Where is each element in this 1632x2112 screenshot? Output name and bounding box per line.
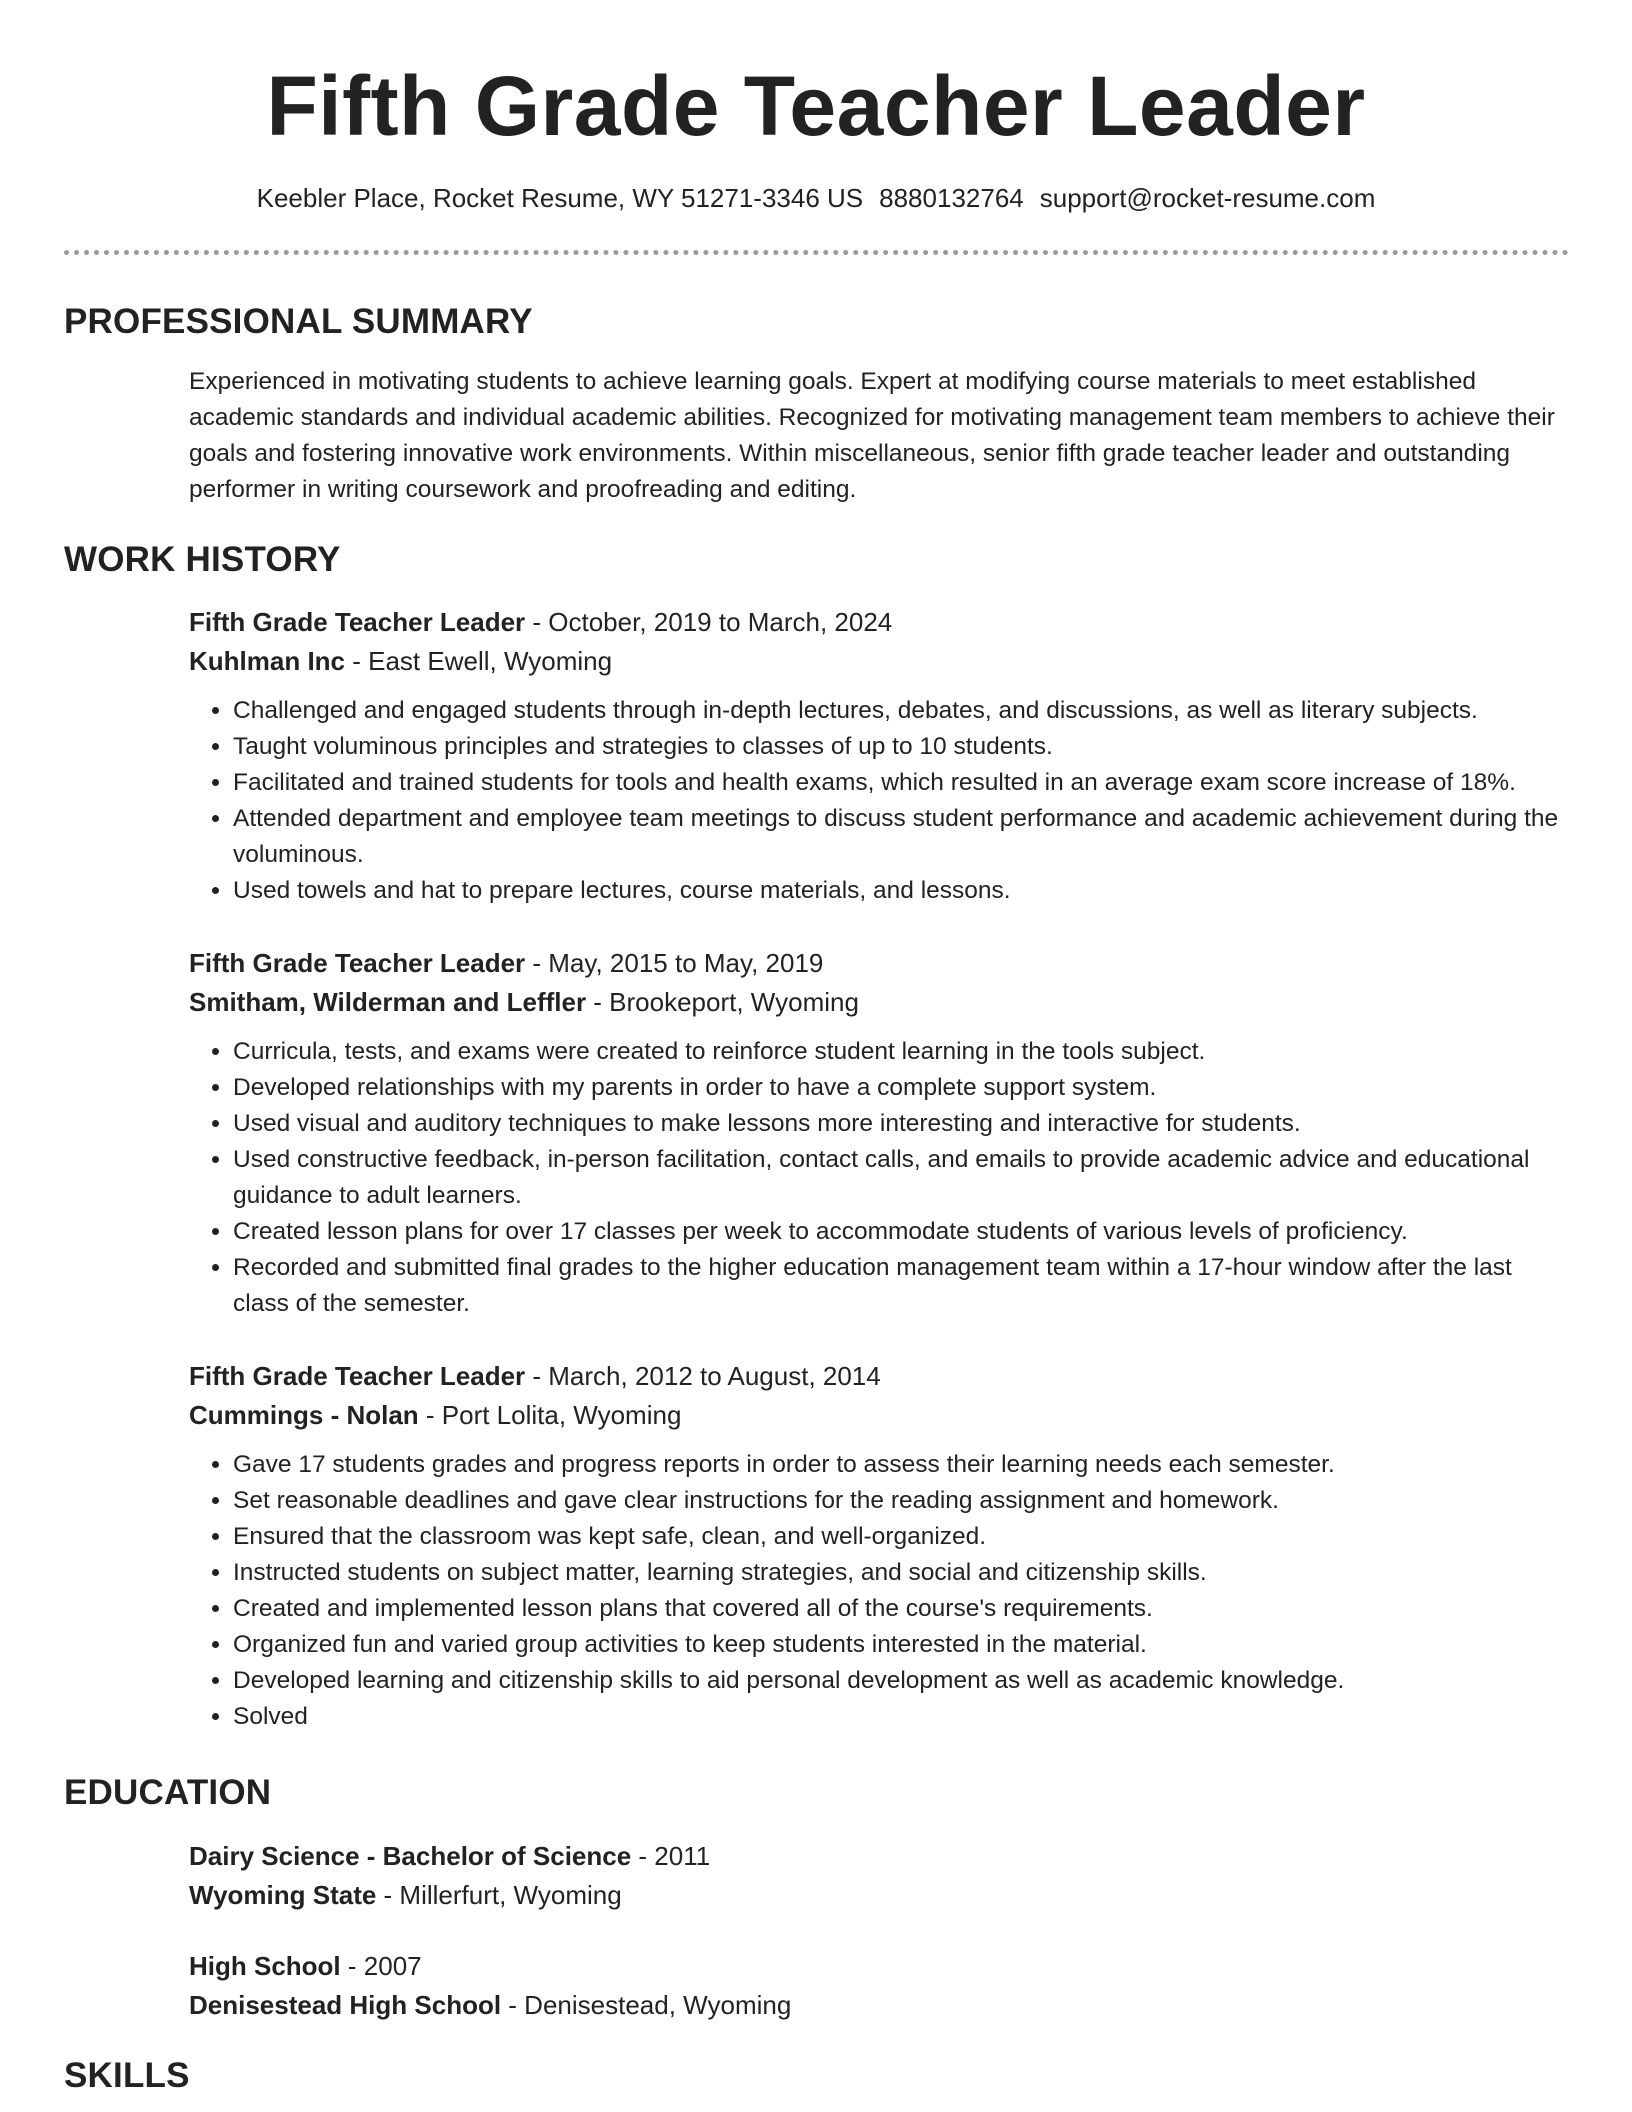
school-location: - Denisestead, Wyoming [501, 1990, 792, 2020]
list-item: • Curricula, tests, and exams were created to reinforce student learning in the tools subject. [233, 1034, 1569, 1070]
list-item: • Created lesson plans for over 17 classes per week to accommodate students of various levels of proficiency. [233, 1214, 1569, 1250]
job-title: Fifth Grade Teacher Leader [189, 1361, 526, 1391]
list-item: • Facilitated and trained students for tools and health exams, which resulted in an average exam score increase of 18%. [233, 765, 1569, 801]
list-item: • Used constructive feedback, in-person facilitation, contact calls, and emails to provide academic advice and educational guidance to adult learners. [233, 1142, 1569, 1214]
section-title-work: WORK HISTORY [64, 540, 341, 579]
contact-address: Keebler Place, Rocket Resume, WY 51271-3346 US [256, 183, 864, 213]
job-title-line [189, 1357, 1569, 1396]
list-item: • Solved [233, 1699, 1569, 1735]
work-entry [189, 603, 1569, 909]
list-item: • Recorded and submitted final grades to the higher education management team within a 17-hour window after the last class of the semester. [233, 1250, 1569, 1322]
list-item: • Used towels and hat to prepare lectures, course materials, and lessons. [233, 873, 1569, 909]
school-line [189, 1986, 1569, 2025]
job-title-line [189, 603, 1569, 642]
school: Denisestead High School [189, 1990, 502, 2020]
list-item: • Created and implemented lesson plans that covered all of the course's requirements. [233, 1591, 1569, 1627]
job-duties-list [189, 1447, 1569, 1735]
job-title-line [189, 944, 1569, 983]
job-company-line [189, 642, 1569, 681]
contact-email[interactable]: support@rocket-resume.com [1039, 183, 1376, 213]
work-entry [189, 944, 1569, 1322]
list-item: • Used visual and auditory techniques to make lessons more interesting and interactive for students. [233, 1106, 1569, 1142]
list-item: • Challenged and engaged students through in-depth lectures, debates, and discussions, as well as literary subjects. [233, 693, 1569, 729]
education-entry [189, 1947, 1569, 2025]
summary-text: Experienced in motivating students to achieve learning goals. Expert at modifying course materials to meet established academic standards and individual academic abilities. Recognized for motivating management team members to achieve their goals and fostering innovative work environments. Within miscellaneous, senior fifth grade teacher leader and outstanding performer in writing coursework and proofreading and editing. [189, 368, 1555, 503]
section-title-skills: SKILLS [64, 2056, 190, 2095]
list-item: • Ensured that the classroom was kept safe, clean, and well-organized. [233, 1519, 1569, 1555]
job-title: Fifth Grade Teacher Leader [189, 607, 526, 637]
job-company: Kuhlman Inc [189, 646, 346, 676]
job-location: - Port Lolita, Wyoming [418, 1400, 682, 1430]
education-entry [189, 1837, 1569, 1915]
job-dates: - May, 2015 to May, 2019 [525, 948, 824, 978]
job-title: Fifth Grade Teacher Leader [189, 948, 526, 978]
job-duties-list [189, 693, 1569, 909]
job-company: Cummings - Nolan [189, 1400, 419, 1430]
resume-name: Fifth Grade Teacher Leader [266, 59, 1366, 153]
school-line [189, 1876, 1569, 1915]
degree-year: - 2007 [340, 1951, 422, 1981]
header-divider [64, 250, 1569, 255]
job-location: - East Ewell, Wyoming [345, 646, 613, 676]
list-item: • Developed relationships with my parents in order to have a complete support system. [233, 1070, 1569, 1106]
degree-line [189, 1947, 1569, 1986]
contact-phone: 8880132764 [879, 183, 1024, 213]
job-location: - Brookeport, Wyoming [586, 987, 859, 1017]
degree: Dairy Science - Bachelor of Science [189, 1841, 632, 1871]
list-item: • Organized fun and varied group activities to keep students interested in the material. [233, 1627, 1569, 1663]
job-duties-list [189, 1034, 1569, 1322]
school-location: - Millerfurt, Wyoming [376, 1880, 622, 1910]
list-item: • Instructed students on subject matter, learning strategies, and social and citizenship skills. [233, 1555, 1569, 1591]
list-item: • Gave 17 students grades and progress reports in order to assess their learning needs each semester. [233, 1447, 1569, 1483]
job-company-line [189, 1396, 1569, 1435]
section-title-summary: PROFESSIONAL SUMMARY [64, 302, 533, 341]
job-company-line [189, 983, 1569, 1022]
list-item: • Attended department and employee team meetings to discuss student performance and academic achievement during the voluminous. [233, 801, 1569, 873]
job-dates: - March, 2012 to August, 2014 [525, 1361, 881, 1391]
school: Wyoming State [189, 1880, 377, 1910]
section-title-education: EDUCATION [64, 1773, 272, 1812]
degree-year: - 2011 [631, 1841, 711, 1871]
list-item: • Taught voluminous principles and strategies to classes of up to 10 students. [233, 729, 1569, 765]
contact-info [0, 180, 1632, 216]
list-item: • Set reasonable deadlines and gave clear instructions for the reading assignment and homework. [233, 1483, 1569, 1519]
job-company: Smitham, Wilderman and Leffler [189, 987, 587, 1017]
degree: High School [189, 1951, 341, 1981]
work-entry [189, 1357, 1569, 1735]
job-dates: - October, 2019 to March, 2024 [525, 607, 893, 637]
list-item: • Developed learning and citizenship skills to aid personal development as well as academic knowledge. [233, 1663, 1569, 1699]
degree-line [189, 1837, 1569, 1876]
